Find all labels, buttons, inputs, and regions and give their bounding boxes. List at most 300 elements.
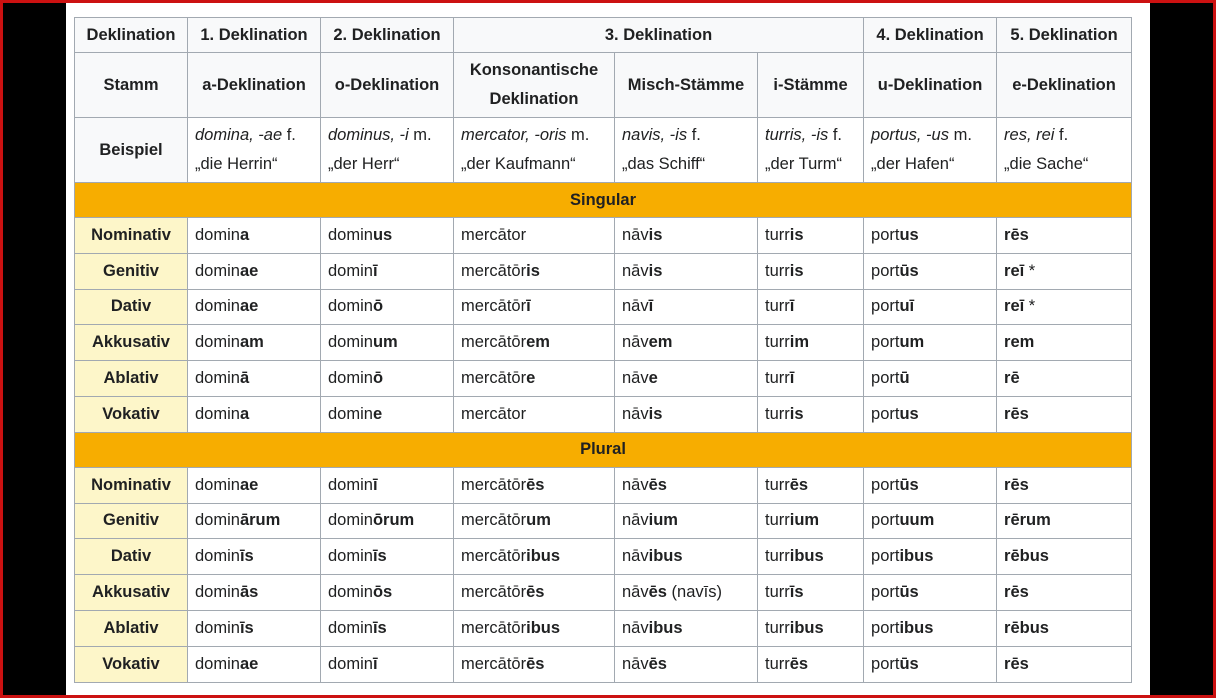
form-stem: turr	[765, 225, 790, 244]
form-ending: is	[789, 261, 804, 280]
form-ending: reī	[1004, 297, 1025, 316]
form-stem: turr	[765, 369, 790, 388]
form-cell	[188, 503, 321, 539]
form-cell	[758, 361, 864, 397]
table-row	[75, 253, 1132, 289]
form-stem: domin	[328, 369, 373, 388]
table-row	[75, 610, 1132, 646]
example-cell	[864, 118, 997, 183]
case-label: Vokativ	[75, 646, 188, 682]
form-ending: ium	[789, 511, 820, 530]
form-stem: mercātōr	[461, 511, 527, 530]
example-gloss: „die Sache“	[1004, 155, 1089, 173]
form-stem: turr	[765, 547, 790, 566]
example-gloss: „der Kaufmann“	[461, 155, 576, 173]
form-cell	[758, 539, 864, 575]
form-stem: port	[871, 225, 900, 244]
form-cell	[864, 325, 997, 361]
form-ending: rēs	[1004, 475, 1029, 494]
form-cell	[758, 289, 864, 325]
form-stem: mercātōr	[461, 297, 527, 316]
declension-table	[74, 17, 1132, 683]
form-ending: ibus	[899, 547, 934, 566]
form-ending: a	[239, 225, 250, 244]
form-stem: domin	[195, 297, 240, 316]
form-cell	[321, 253, 454, 289]
form-cell	[864, 253, 997, 289]
form-ending: is	[648, 261, 663, 280]
form-stem: nāv	[622, 583, 649, 602]
example-lemma: navis, -is	[622, 126, 688, 144]
form-stem: nāv	[622, 511, 649, 530]
example-gender: f.	[687, 126, 701, 144]
form-stem: turr	[765, 404, 790, 423]
case-label: Akkusativ	[75, 325, 188, 361]
form-cell	[997, 361, 1132, 397]
example-cell	[188, 118, 321, 183]
form-cell	[321, 467, 454, 503]
form-cell	[615, 325, 758, 361]
form-stem: domin	[195, 618, 240, 637]
form-ending: ae	[239, 297, 259, 316]
example-cell	[615, 118, 758, 183]
table-row	[75, 575, 1132, 611]
form-cell	[321, 218, 454, 254]
form-ending: ī	[526, 297, 531, 316]
form-ending: ibus	[526, 547, 561, 566]
example-gender: m.	[948, 126, 972, 144]
form-ending: ae	[239, 654, 259, 673]
form-stem: port	[871, 618, 900, 637]
case-label: Nominativ	[75, 467, 188, 503]
form-stem: port	[871, 261, 900, 280]
form-stem: nāv	[622, 225, 649, 244]
form-ending: ēs	[526, 475, 545, 494]
form-stem: port	[871, 297, 900, 316]
form-ending: reī	[1004, 261, 1025, 280]
form-cell	[188, 646, 321, 682]
form-ending: ēs	[648, 654, 667, 673]
form-stem: domin	[328, 261, 373, 280]
form-ending: ium	[648, 511, 678, 530]
form-cell	[321, 646, 454, 682]
form-ending: ā	[239, 369, 250, 388]
form-cell	[997, 325, 1132, 361]
form-stem: turr	[765, 583, 790, 602]
form-stem: domin	[328, 511, 373, 530]
form-ending: ae	[239, 261, 259, 280]
form-stem: turr	[765, 511, 790, 530]
form-ending: rēbus	[1004, 618, 1049, 637]
form-stem: domin	[195, 261, 240, 280]
table-row	[75, 467, 1132, 503]
header-cell: e-Deklination	[997, 53, 1132, 118]
form-stem: mercātōr	[461, 475, 527, 494]
form-cell	[997, 575, 1132, 611]
form-ending: um	[372, 333, 398, 352]
form-stem: nāv	[622, 297, 649, 316]
form-ending: is	[648, 404, 663, 423]
form-ending: is	[789, 225, 804, 244]
header-cell: i-Stämme	[758, 53, 864, 118]
form-stem: domin	[195, 511, 240, 530]
header-cell: Konsonantische Deklination	[454, 53, 615, 118]
example-label: Beispiel	[75, 118, 188, 183]
form-ending: ūs	[899, 261, 919, 280]
form-ending: ūs	[899, 475, 919, 494]
form-ending: rem	[1004, 333, 1035, 352]
form-stem: turr	[765, 618, 790, 637]
example-cell	[997, 118, 1132, 183]
form-ending: rēs	[1004, 583, 1029, 602]
form-cell	[615, 218, 758, 254]
form-stem: domin	[328, 618, 373, 637]
form-ending: us	[899, 225, 919, 244]
table-row	[75, 646, 1132, 682]
form-ending: ibus	[899, 618, 934, 637]
form-cell	[997, 396, 1132, 432]
form-cell	[615, 289, 758, 325]
form-cell	[188, 253, 321, 289]
form-cell	[864, 646, 997, 682]
form-cell	[188, 289, 321, 325]
form-cell	[188, 361, 321, 397]
form-ending: ī	[789, 369, 795, 388]
form-cell	[188, 467, 321, 503]
form-stem: nāv	[622, 369, 649, 388]
form-cell	[321, 575, 454, 611]
form-cell	[615, 610, 758, 646]
form-stem: port	[871, 511, 900, 530]
form-cell	[454, 539, 615, 575]
section-row-singular	[75, 183, 1132, 218]
form-cell	[997, 539, 1132, 575]
form-stem: domin	[195, 404, 240, 423]
form-cell	[864, 467, 997, 503]
header-cell: u-Deklination	[864, 53, 997, 118]
form-cell	[864, 218, 997, 254]
form-stem: domin	[328, 297, 373, 316]
example-lemma: dominus, -i	[328, 126, 409, 144]
table-row	[75, 539, 1132, 575]
form-ending: ibus	[648, 618, 683, 637]
example-gloss: „das Schiff“	[622, 155, 706, 173]
form-ending: ī	[372, 261, 378, 280]
form-ending: uī	[899, 297, 915, 316]
form-cell	[188, 610, 321, 646]
table-row	[75, 396, 1132, 432]
form-cell	[758, 610, 864, 646]
form-ending: rēbus	[1004, 547, 1049, 566]
form-cell	[615, 539, 758, 575]
case-label: Akkusativ	[75, 575, 188, 611]
form-ending: īs	[372, 618, 387, 637]
form-cell	[758, 325, 864, 361]
form-ending: īs	[789, 583, 804, 602]
form-ending: ēs	[526, 654, 545, 673]
form-ending: īs	[239, 547, 254, 566]
example-lemma: res, rei	[1004, 126, 1055, 144]
form-stem: domin	[195, 475, 240, 494]
form-cell	[321, 289, 454, 325]
header-row-declension	[75, 18, 1132, 53]
form-stem: domin	[328, 333, 373, 352]
form-cell	[864, 610, 997, 646]
form-stem: nāv	[622, 261, 649, 280]
form-cell	[615, 467, 758, 503]
section-title: Plural	[75, 432, 1132, 467]
form-ending: ibus	[648, 547, 683, 566]
example-gloss: „der Turm“	[765, 155, 843, 173]
form-ending: ās	[239, 583, 259, 602]
form-stem: nāv	[622, 547, 649, 566]
form-stem: turr	[765, 654, 790, 673]
form-cell	[454, 467, 615, 503]
form-cell	[864, 503, 997, 539]
example-gender: m.	[408, 126, 432, 144]
header-row-stem	[75, 53, 1132, 118]
table-row	[75, 325, 1132, 361]
form-cell	[997, 467, 1132, 503]
form-stem: domin	[328, 654, 373, 673]
example-lemma: mercator, -oris	[461, 126, 567, 144]
form-footnote-mark: *	[1024, 261, 1036, 280]
form-cell	[615, 361, 758, 397]
form-footnote-mark: *	[1024, 297, 1036, 316]
form-ending: ī	[372, 475, 378, 494]
form-stem: domin	[328, 583, 373, 602]
form-ending: ēs	[789, 475, 809, 494]
form-ending: a	[239, 404, 250, 423]
form-stem: port	[871, 404, 900, 423]
header-cell: a-Deklination	[188, 53, 321, 118]
form-ending: ō	[372, 369, 384, 388]
form-stem: port	[871, 583, 900, 602]
form-cell	[454, 503, 615, 539]
form-ending: ōrum	[372, 511, 415, 530]
form-stem: port	[871, 369, 900, 388]
form-ending: e	[372, 404, 383, 423]
form-stem: domin	[328, 547, 373, 566]
form-ending: ēs	[648, 475, 667, 494]
form-cell	[321, 361, 454, 397]
form-stem: mercātor	[461, 225, 527, 244]
form-ending: ibus	[789, 547, 824, 566]
example-gender: f.	[1054, 126, 1069, 144]
section-row-plural	[75, 432, 1132, 467]
form-ending: ī	[648, 297, 654, 316]
form-ending: im	[789, 333, 810, 352]
header-cell: Deklination	[75, 18, 188, 53]
form-stem: mercātor	[461, 404, 527, 423]
table-row	[75, 503, 1132, 539]
form-ending: ūs	[899, 583, 919, 602]
form-cell	[321, 325, 454, 361]
form-stem: port	[871, 333, 900, 352]
case-label: Ablativ	[75, 610, 188, 646]
form-cell	[997, 610, 1132, 646]
example-cell	[454, 118, 615, 183]
form-ending: rē	[1004, 369, 1020, 388]
form-stem: domin	[195, 654, 240, 673]
form-cell	[997, 218, 1132, 254]
form-cell	[454, 325, 615, 361]
form-cell	[758, 575, 864, 611]
form-stem: mercātōr	[461, 547, 527, 566]
table-row	[75, 361, 1132, 397]
case-label: Dativ	[75, 539, 188, 575]
form-ending: ēs	[648, 583, 667, 602]
form-cell	[188, 539, 321, 575]
form-stem: mercātōr	[461, 369, 527, 388]
form-cell	[864, 361, 997, 397]
form-stem: nāv	[622, 654, 649, 673]
example-gloss: „der Hafen“	[871, 155, 955, 173]
form-stem: port	[871, 475, 900, 494]
form-stem: domin	[328, 475, 373, 494]
case-label: Dativ	[75, 289, 188, 325]
form-cell	[454, 575, 615, 611]
form-ending: ōs	[372, 583, 393, 602]
form-stem: nāv	[622, 475, 649, 494]
table-row	[75, 218, 1132, 254]
form-ending: īs	[239, 618, 254, 637]
form-stem: nāv	[622, 618, 649, 637]
form-cell	[758, 503, 864, 539]
form-stem: mercātōr	[461, 654, 527, 673]
form-stem: mercātōr	[461, 261, 527, 280]
form-ending: am	[239, 333, 264, 352]
form-stem: domin	[328, 225, 373, 244]
form-cell	[758, 467, 864, 503]
case-label: Vokativ	[75, 396, 188, 432]
example-gloss: „der Herr“	[328, 155, 400, 173]
form-cell	[454, 218, 615, 254]
form-cell	[615, 503, 758, 539]
form-ending: e	[648, 369, 658, 388]
form-stem: domin	[195, 225, 240, 244]
form-ending: rērum	[1004, 511, 1051, 530]
form-stem: domin	[195, 583, 240, 602]
form-ending: ūs	[899, 654, 919, 673]
table-row	[75, 289, 1132, 325]
form-ending: ī	[372, 654, 378, 673]
form-cell	[454, 361, 615, 397]
form-ending: ibus	[789, 618, 824, 637]
form-ending: rēs	[1004, 225, 1029, 244]
form-cell	[997, 503, 1132, 539]
form-cell	[864, 575, 997, 611]
form-stem: mercātōr	[461, 333, 527, 352]
section-title: Singular	[75, 183, 1132, 218]
example-gender: m.	[566, 126, 590, 144]
example-lemma: turris, -is	[765, 126, 829, 144]
form-ending: is	[526, 261, 540, 280]
form-cell	[454, 610, 615, 646]
form-cell	[864, 289, 997, 325]
form-ending: rēs	[1004, 404, 1029, 423]
form-cell	[454, 646, 615, 682]
form-variant: (navīs)	[666, 583, 722, 602]
example-gender: f.	[282, 126, 296, 144]
form-ending: em	[648, 333, 673, 352]
form-cell	[864, 396, 997, 432]
form-ending: rēs	[1004, 654, 1029, 673]
form-stem: nāv	[622, 404, 649, 423]
example-lemma: portus, -us	[871, 126, 949, 144]
form-ending: us	[372, 225, 393, 244]
form-ending: is	[648, 225, 663, 244]
form-ending: ō	[372, 297, 384, 316]
form-ending: um	[899, 333, 925, 352]
form-cell	[997, 646, 1132, 682]
form-cell	[454, 396, 615, 432]
form-cell	[864, 539, 997, 575]
form-ending: ārum	[239, 511, 281, 530]
page	[66, 3, 1150, 695]
case-label: Genitiv	[75, 253, 188, 289]
case-label: Genitiv	[75, 503, 188, 539]
form-ending: īs	[372, 547, 387, 566]
form-cell	[188, 575, 321, 611]
form-cell	[758, 253, 864, 289]
form-stem: nāv	[622, 333, 649, 352]
form-stem: turr	[765, 475, 790, 494]
form-cell	[615, 646, 758, 682]
form-cell	[321, 610, 454, 646]
form-cell	[615, 396, 758, 432]
form-cell	[188, 325, 321, 361]
example-gender: f.	[828, 126, 843, 144]
form-cell	[615, 253, 758, 289]
header-cell: 5. Deklination	[997, 18, 1132, 53]
form-ending: ēs	[789, 654, 809, 673]
form-ending: e	[526, 369, 536, 388]
form-cell	[615, 575, 758, 611]
form-stem: domin	[328, 404, 373, 423]
form-cell	[997, 253, 1132, 289]
example-gloss: „die Herrin“	[195, 155, 278, 173]
form-cell	[758, 646, 864, 682]
form-cell	[454, 289, 615, 325]
form-stem: port	[871, 547, 900, 566]
form-stem: turr	[765, 297, 790, 316]
form-cell	[997, 289, 1132, 325]
form-stem: port	[871, 654, 900, 673]
form-cell	[758, 396, 864, 432]
header-cell: Stamm	[75, 53, 188, 118]
form-cell	[758, 218, 864, 254]
case-label: Ablativ	[75, 361, 188, 397]
form-stem: mercātōr	[461, 618, 527, 637]
form-stem: domin	[195, 369, 240, 388]
form-ending: ēs	[526, 583, 545, 602]
form-ending: is	[789, 404, 804, 423]
example-cell	[758, 118, 864, 183]
example-lemma: domina, -ae	[195, 126, 283, 144]
form-ending: ae	[239, 475, 259, 494]
form-cell	[188, 218, 321, 254]
form-ending: um	[526, 511, 551, 530]
form-stem: domin	[195, 333, 240, 352]
example-row	[75, 118, 1132, 183]
header-cell: 2. Deklination	[321, 18, 454, 53]
example-cell	[321, 118, 454, 183]
form-stem: mercātōr	[461, 583, 527, 602]
header-cell: 3. Deklination	[454, 18, 864, 53]
form-stem: turr	[765, 333, 790, 352]
case-label: Nominativ	[75, 218, 188, 254]
